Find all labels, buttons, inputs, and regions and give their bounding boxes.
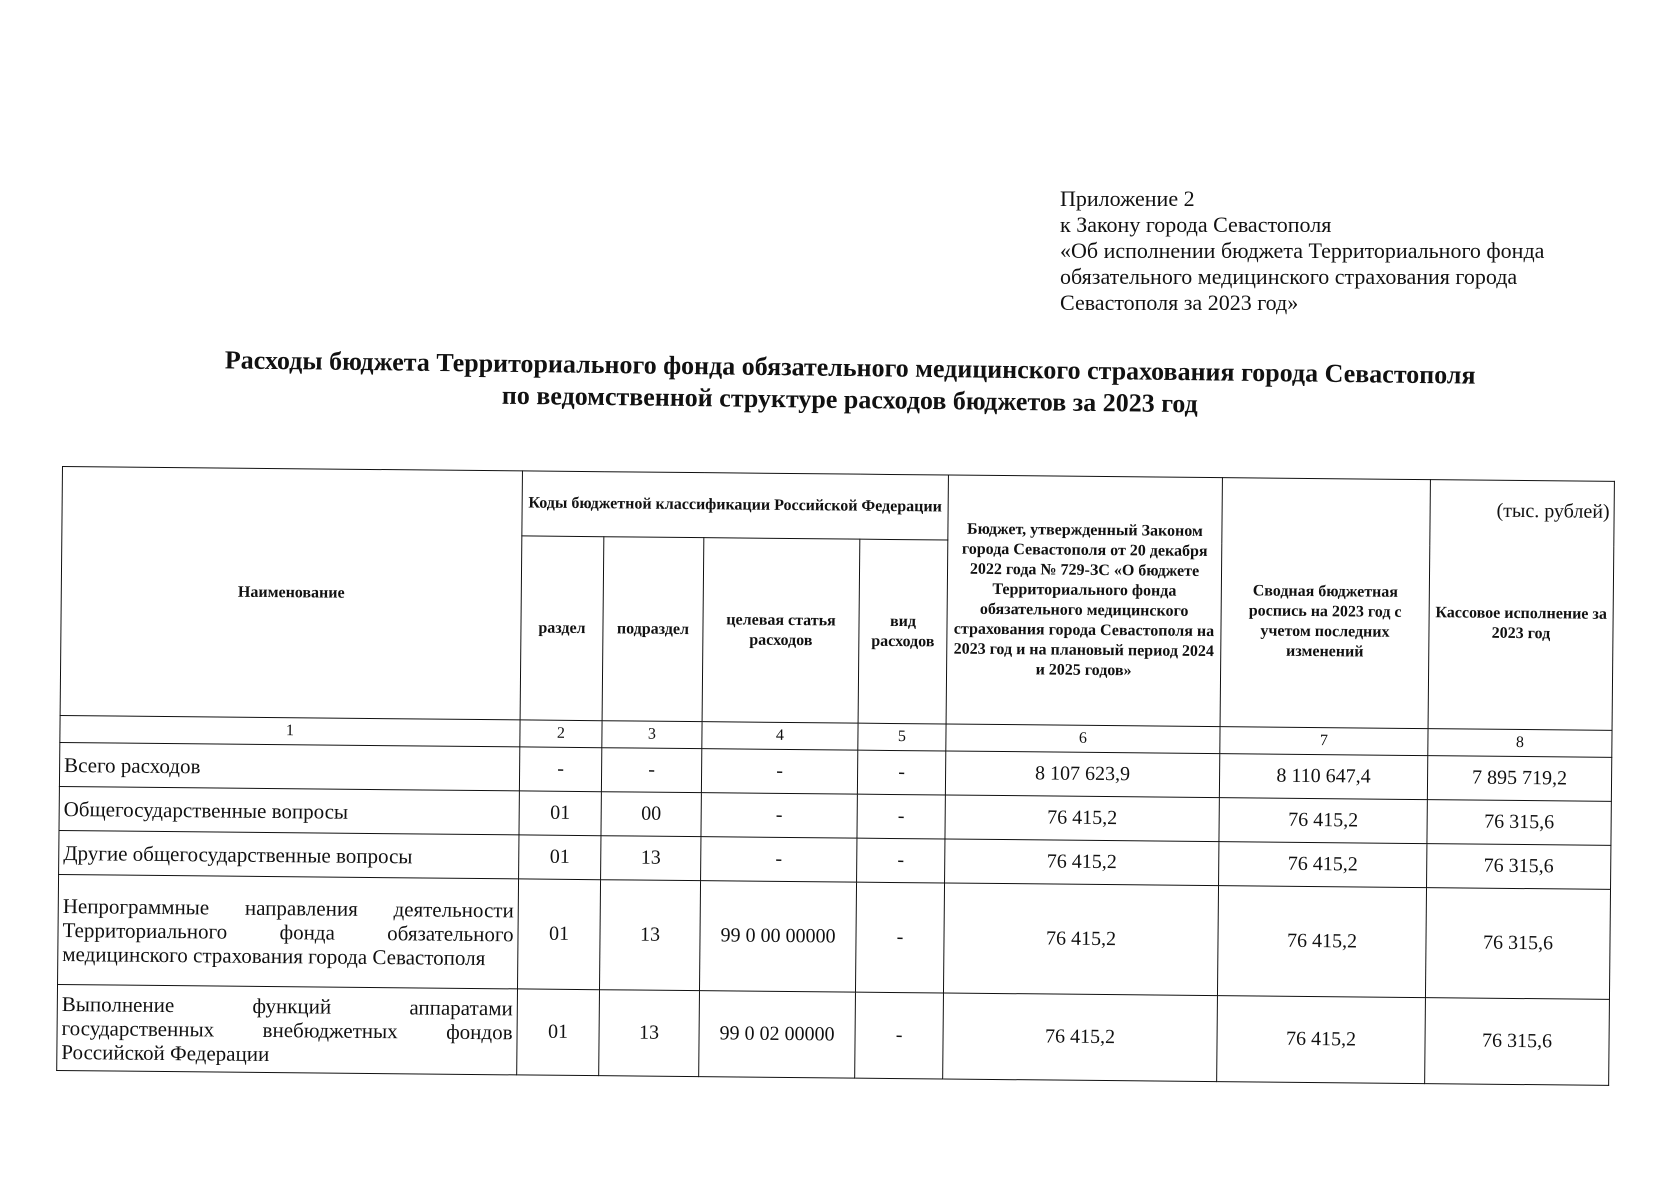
appendix-line: Приложение 2 bbox=[1060, 186, 1195, 211]
column-number: 5 bbox=[858, 723, 946, 751]
header-section: раздел bbox=[520, 536, 604, 721]
row-name: Всего расходов bbox=[59, 742, 519, 790]
row-target: 99 0 00 00000 bbox=[699, 881, 856, 992]
header-cash: Кассовое исполнение за 2023 год bbox=[1428, 480, 1614, 731]
appendix-line: «Об исполнении бюджета Территориального фонда bbox=[1060, 238, 1545, 263]
column-number: 1 bbox=[60, 715, 520, 746]
row-target: - bbox=[701, 793, 857, 838]
row-type: - bbox=[857, 750, 945, 795]
column-number: 6 bbox=[946, 724, 1220, 754]
row-approved: 76 415,2 bbox=[943, 993, 1218, 1082]
row-cash: 76 315,6 bbox=[1425, 888, 1610, 1000]
row-name: Непрограммные направления деятельности Территориального фонда обязательного медицинского страхования города Севастополя bbox=[58, 874, 519, 988]
budget-table bbox=[56, 466, 1615, 1086]
row-cash: 7 895 719,2 bbox=[1427, 756, 1611, 802]
row-section: 01 bbox=[517, 989, 600, 1076]
row-consolidated: 76 415,2 bbox=[1217, 886, 1426, 998]
row-name: Выполнение функций аппаратами государственных внебюджетных фондов Российской Федерации bbox=[57, 984, 518, 1074]
row-name: Общегосударственные вопросы bbox=[59, 786, 519, 834]
document-title bbox=[140, 343, 1561, 424]
appendix-note bbox=[1060, 186, 1620, 316]
row-consolidated: 76 415,2 bbox=[1219, 842, 1427, 888]
header-type: вид расходов bbox=[858, 539, 948, 724]
row-consolidated: 76 415,2 bbox=[1219, 798, 1427, 844]
header-approved: Бюджет, утвержденный Законом города Севастополя от 20 декабря 2022 года № 729-ЗС «О бюджете Территориального фонда обязательного медицинского страхования города Севастополя на 2023 год и на плановый период 2024 и 2025 годов» bbox=[946, 475, 1222, 727]
row-consolidated: 76 415,2 bbox=[1217, 996, 1426, 1084]
title-line-1: Расходы бюджета Территориального фонда обязательного медицинского страхования города Севастополя bbox=[224, 345, 1476, 390]
row-type: - bbox=[855, 992, 944, 1079]
row-cash: 76 315,6 bbox=[1427, 844, 1611, 890]
row-cash: 76 315,6 bbox=[1427, 800, 1611, 846]
units-label: (тыс. рублей) bbox=[1496, 499, 1610, 523]
row-name: Другие общегосударственные вопросы bbox=[59, 830, 519, 878]
row-target: - bbox=[701, 837, 857, 882]
row-approved: 76 415,2 bbox=[943, 883, 1218, 996]
row-cash: 76 315,6 bbox=[1425, 998, 1610, 1086]
budget-table-wrap bbox=[61, 466, 1614, 1066]
table-row bbox=[58, 874, 1611, 999]
column-number: 2 bbox=[520, 720, 602, 748]
row-section: - bbox=[519, 747, 601, 792]
row-subsection: - bbox=[601, 748, 701, 793]
column-number: 4 bbox=[702, 722, 858, 750]
table-row bbox=[57, 984, 1610, 1085]
header-target: целевая статья расходов bbox=[702, 538, 860, 723]
row-type: - bbox=[857, 838, 945, 883]
row-approved: 76 415,2 bbox=[945, 795, 1219, 842]
row-section: 01 bbox=[519, 835, 601, 880]
column-number: 3 bbox=[602, 721, 702, 749]
row-approved: 76 415,2 bbox=[945, 839, 1219, 886]
appendix-line: к Закону города Севастополя bbox=[1060, 212, 1332, 237]
row-type: - bbox=[857, 794, 945, 839]
header-codes-group: Коды бюджетной классификации Российской Федерации bbox=[522, 471, 949, 540]
row-subsection: 13 bbox=[599, 880, 700, 991]
row-subsection: 13 bbox=[601, 836, 701, 881]
row-target: - bbox=[701, 749, 857, 794]
header-consolidated: Сводная бюджетная роспись на 2023 год с учетом последних изменений bbox=[1220, 478, 1430, 729]
row-subsection: 13 bbox=[599, 990, 700, 1077]
row-target: 99 0 02 00000 bbox=[699, 991, 856, 1078]
row-section: 01 bbox=[518, 879, 601, 990]
row-type: - bbox=[855, 882, 944, 993]
column-number: 8 bbox=[1428, 729, 1612, 758]
header-subsection: подраздел bbox=[602, 537, 704, 722]
row-approved: 8 107 623,9 bbox=[945, 751, 1219, 798]
row-consolidated: 8 110 647,4 bbox=[1219, 754, 1427, 800]
column-number: 7 bbox=[1220, 727, 1428, 756]
appendix-line: Севастополя за 2023 год» bbox=[1060, 290, 1299, 315]
row-section: 01 bbox=[519, 791, 601, 836]
header-name: Наименование bbox=[60, 467, 522, 720]
appendix-line: обязательного медицинского страхования города bbox=[1060, 264, 1518, 289]
row-subsection: 00 bbox=[601, 792, 701, 837]
title-line-2: по ведомственной структуре расходов бюджетов за 2023 год bbox=[501, 380, 1198, 419]
